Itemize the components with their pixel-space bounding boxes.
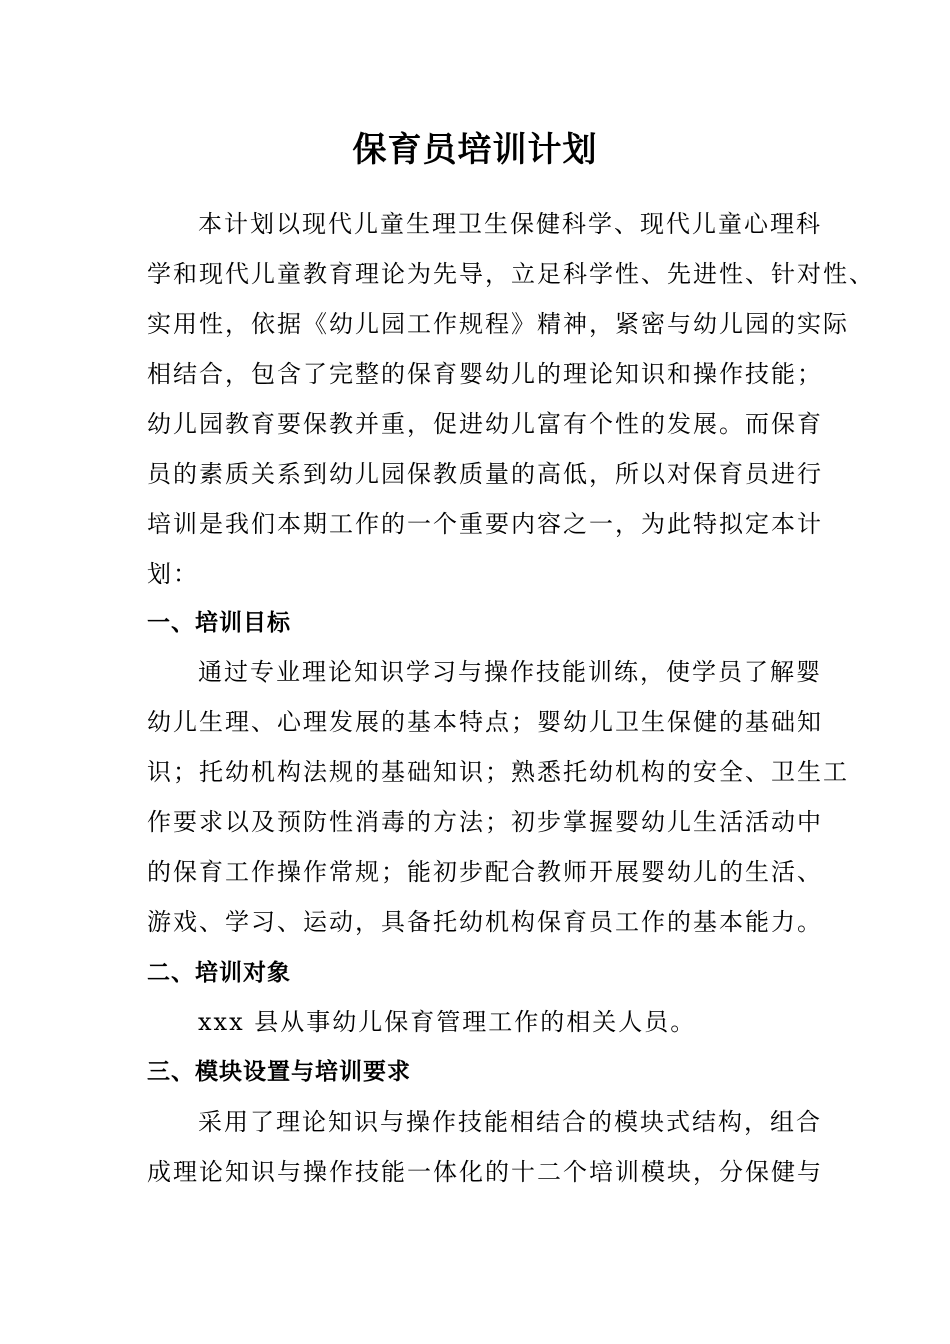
intro-line-3: 实用性，依据《幼儿园工作规程》精神，紧密与幼儿园的实际 [147, 310, 849, 338]
intro-line-4: 相结合，包含了完整的保育婴幼儿的理论知识和操作技能； [147, 360, 823, 388]
document-title: 保育员培训计划 [352, 130, 598, 170]
section-heading-module-settings: 三、模块设置与培训要求 [147, 1059, 411, 1085]
intro-line-5: 幼儿园教育要保教并重，促进幼儿富有个性的发展。而保育 [147, 410, 823, 438]
section-3-line-2: 成理论知识与操作技能一体化的十二个培训模块，分保健与 [147, 1158, 823, 1186]
intro-line-1: 本计划以现代儿童生理卫生保健科学、现代儿童心理科 [198, 210, 822, 238]
section-1-line-1: 通过专业理论知识学习与操作技能训练，使学员了解婴 [198, 658, 822, 686]
section-1-line-5: 的保育工作操作常规；能初步配合教师开展婴幼儿的生活、 [147, 858, 823, 886]
section-1-line-3: 识；托幼机构法规的基础知识；熟悉托幼机构的安全、卫生工 [147, 758, 849, 786]
intro-line-7: 培训是我们本期工作的一个重要内容之一，为此特拟定本计 [147, 510, 823, 538]
section-1-line-4: 作要求以及预防性消毒的方法；初步掌握婴幼儿生活活动中 [147, 808, 823, 836]
section-1-line-6: 游戏、学习、运动，具备托幼机构保育员工作的基本能力。 [147, 908, 823, 936]
section-heading-training-targets: 二、培训对象 [147, 960, 291, 986]
section-3-line-1: 采用了理论知识与操作技能相结合的模块式结构，组合 [198, 1108, 822, 1136]
section-heading-training-goals: 一、培训目标 [147, 610, 291, 636]
section-1-line-2: 幼儿生理、心理发展的基本特点；婴幼儿卫生保健的基础知 [147, 708, 823, 736]
intro-line-2: 学和现代儿童教育理论为先导，立足科学性、先进性、针对性、 [147, 260, 875, 288]
section-2-line-1: xxx 县从事幼儿保育管理工作的相关人员。 [198, 1008, 697, 1036]
intro-line-8: 划： [147, 560, 199, 588]
intro-line-6: 员的素质关系到幼儿园保教质量的高低，所以对保育员进行 [147, 460, 823, 488]
